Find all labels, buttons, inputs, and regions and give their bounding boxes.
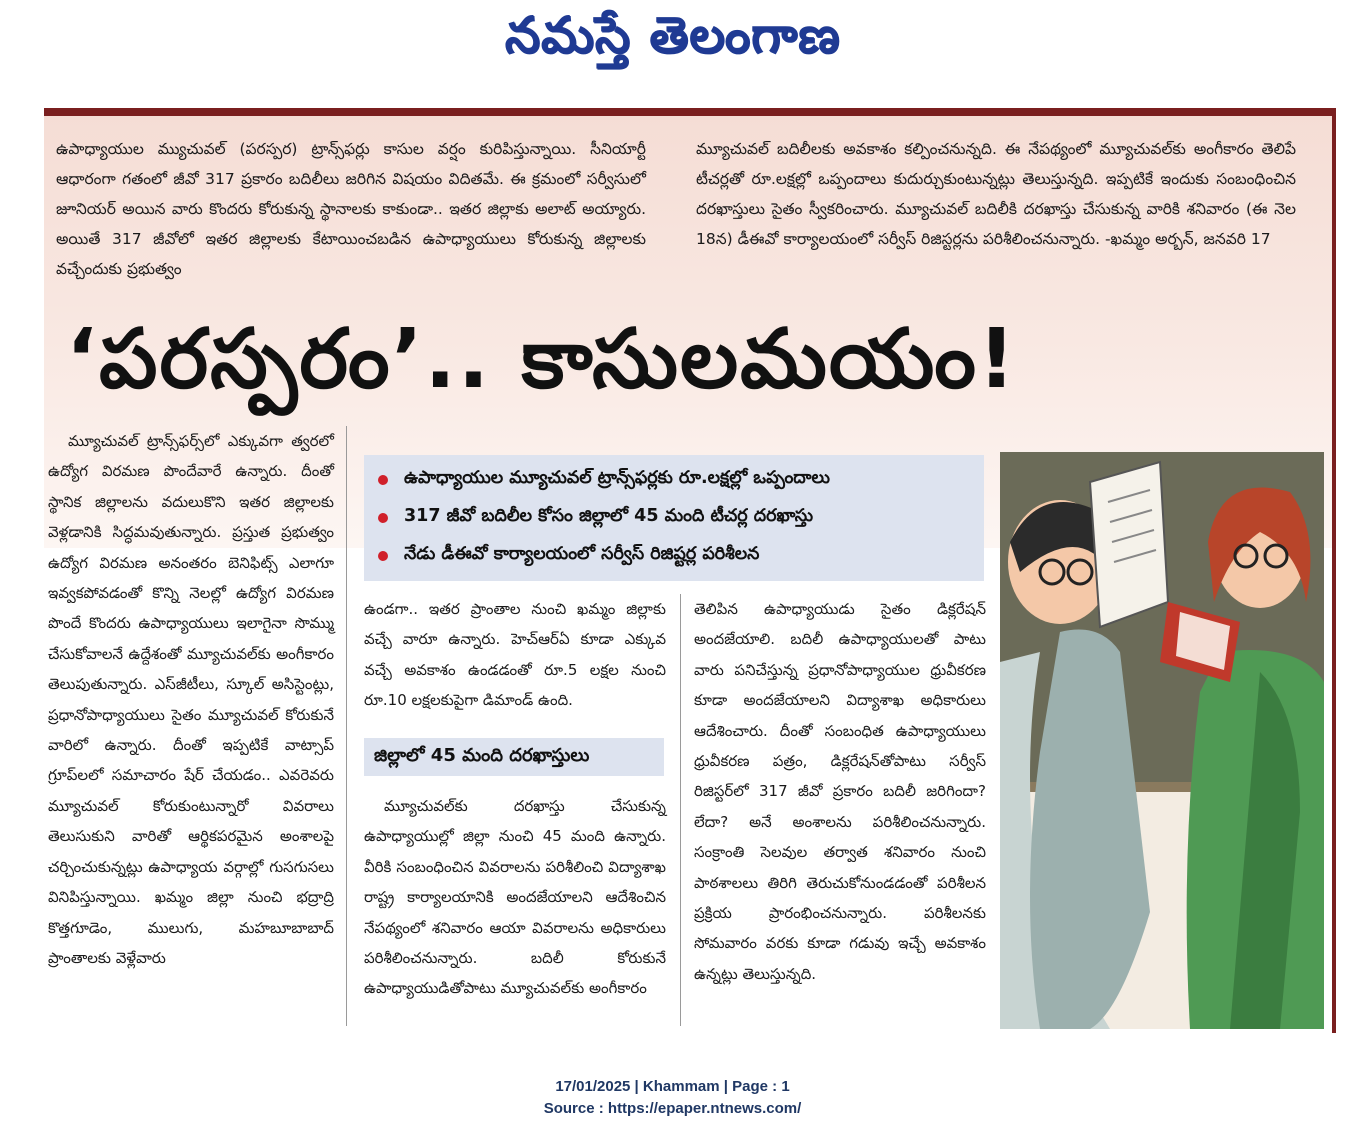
highlight-text: 317 జీవో బదిలీల కోసం జిల్లాలో 45 మంది టీచర్ల దరఖాస్తు	[404, 506, 814, 526]
intro-left-column: ఉపాధ్యాయుల మ్యుచువల్ (పరస్పర) ట్రాన్స్‌ఫర్లు కాసుల వర్షం కురిపిస్తున్నాయి. సీనియార్టీ ఆధారంగా గతంలో జీవో 317 ప్రకారం బదిలీలు జరిగిన విషయం విదితమే. ఈ క్రమంలో సర్వీసులో జూనియర్ అయిన వారు కొందరు కోరుకున్న స్థానాలకు కాకుండా.. ఇతర జిల్లాకు అలాట్ అయ్యారు. అయితే 317 జీవోలో ఇతర జిల్లాలకు కేటాయించబడిన ఉపాధ్యాయులు కోరుకున్న జిల్లాలకు వచ్చేందుకు ప్రభుత్వం	[56, 140, 646, 278]
highlight-text: ఉపాధ్యాయుల మ్యూచువల్ ట్రాన్స్‌ఫర్లకు రూ.లక్షల్లో ఒప్పందాలు	[404, 468, 830, 488]
bullet-icon	[378, 513, 388, 523]
article	[44, 108, 1336, 1033]
footer-source: Source : https://epaper.ntnews.com/	[543, 1100, 802, 1117]
highlight-item	[378, 461, 970, 499]
column-divider	[346, 426, 347, 1026]
highlight-item	[378, 499, 970, 537]
highlight-item	[378, 537, 970, 575]
bullet-icon	[378, 475, 388, 485]
teachers-illustration	[1000, 452, 1324, 1029]
masthead-title: నమస్తే తెలంగాణ	[504, 5, 841, 64]
headline: ‘పరస్పరం’.. కాసులమయం!	[66, 311, 1018, 407]
masthead	[0, 6, 1345, 76]
body-column-3: తెలిపిన ఉపాధ్యాయుడు సైతం డిక్లరేషన్ అందజేయాలి. బదిలీ ఉపాధ్యాయులతో పాటు వారు పనిచేస్తున్న ప్రధానోపాధ్యాయుల ధ్రువీకరణ కూడా అందజేయాలని విద్యాశాఖ అధికారులు ఆదేశించారు. దీంతో సంబంధిత ఉపాధ్యాయులు ధ్రువీకరణ పత్రం, డిక్లరేషన్‌తోపాటు సర్వీస్ రిజిస్టర్‌లో 317 జీవో ప్రకారం బదిలీ జరిగిందా? లేదా? అనే అంశాలను పరిశీలించనున్నారు. సంక్రాంతి సెలవుల తర్వాత శనివారం నుంచి పాఠశాలలు తిరిగి తెరుచుకోనుండడంతో పరిశీలన ప్రక్రియ ప్రారంభించనున్నారు. పరిశీలనకు సోమవారం వరకు కూడా గడువు ఇచ్చే అవకాశం ఉన్నట్లు తెలుస్తున్నది.	[694, 600, 986, 983]
article-top-bar	[44, 108, 1336, 116]
body-column-2-continued: మ్యూచువల్‌కు దరఖాస్తు చేసుకున్న ఉపాధ్యాయుల్లో జిల్లా నుంచి 45 మంది ఉన్నారు. వీరికి సంబంధించిన వివరాలను పరిశీలించి విద్యాశాఖ రాష్ట్ర కార్యాలయానికి అందజేయాలని ఆదేశించిన నేపథ్యంలో శనివారం ఆయా వివరాలను అధికారులు పరిశీలించనున్నారు. బదిలీ కోరుకునే ఉపాధ్యాయుడితోపాటు మ్యూచువల్‌కు అంగీకారం	[364, 797, 666, 998]
footer-dateline: 17/01/2025 | Khammam | Page : 1	[555, 1078, 790, 1095]
column-divider	[680, 594, 681, 1026]
bullet-icon	[378, 551, 388, 561]
intro-right-column: మ్యూచువల్ బదిలీలకు అవకాశం కల్పించనున్నది. ఈ నేపథ్యంలో మ్యూచువల్‌కు అంగీకారం తెలిపే టీచర్లతో రూ.లక్షల్లో ఒప్పందాలు కుదుర్చుకుంటున్నట్లు తెలుస్తున్నది. ఇప్పటికే ఇందుకు సంబంధించిన దరఖాస్తులు సైతం స్వీకరించారు. మ్యూచువల్ బదిలీకి దరఖాస్తు చేసుకున్న వారికి శనివారం (ఈ నెల 18న) డీఈవో కార్యాలయంలో సర్వీస్ రిజిస్టర్లను పరిశీలించనున్నారు. -ఖమ్మం అర్బన్, జనవరి 17	[696, 140, 1296, 248]
footer	[0, 1076, 1345, 1120]
highlight-text: నేడు డీఈవో కార్యాలయంలో సర్వీస్ రిజిష్టర్ల పరిశీలన	[404, 544, 760, 564]
highlights-box	[364, 455, 984, 581]
article-right-bar	[1332, 108, 1336, 1033]
body-column-2: ఉండగా.. ఇతర ప్రాంతాల నుంచి ఖమ్మం జిల్లాకు వచ్చే వారూ ఉన్నారు. హెచ్‌ఆర్‌ఏ కూడా ఎక్కువ వచ్చే అవకాశం ఉండడంతో రూ.5 లక్షల నుంచి రూ.10 లక్షలకుపైగా డిమాండ్ ఉంది.	[364, 600, 666, 710]
subheading: జిల్లాలో 45 మంది దరఖాస్తులు	[364, 738, 664, 776]
body-column-1: మ్యూచువల్ ట్రాన్స్‌ఫర్స్‌లో ఎక్కువగా త్వరలో ఉద్యోగ విరమణ పొందేవారే ఉన్నారు. దీంతో స్థానిక జిల్లాలను వదులుకొని ఇతర జిల్లాలకు వెళ్లడానికి సిద్ధమవుతున్నారు. ప్రస్తుత ప్రభుత్వం ఉద్యోగ విరమణ అనంతరం బెనిఫిట్స్ ఎలాగూ ఇవ్వకపోవడంతో కొన్ని నెలల్లో ఉద్యోగ విరమణ పొందే కొందరు ఉపాధ్యాయులు ఇలాగైనా సొమ్ము చేసుకోవాలనే ఉద్దేశంతో మ్యూచువల్‌కు అంగీకారం తెలుపుతున్నారు. ఎస్‌జీటీలు, స్కూల్ అసిస్టెంట్లు, ప్రధానోపాధ్యాయులు సైతం మ్యూచువల్ కోరుకునే వారిలో ఉన్నారు. దీంతో ఇప్పటికే వాట్సాప్ గ్రూప్‌లలో సమాచారం షేర్ చేయడం.. ఎవరెవరు మ్యూచువల్ కోరుకుంటున్నారో వివరాలు తెలుసుకుని వారితో ఆర్థికపరమైన అంశాలపై చర్చించుకున్నట్లు ఉపాధ్యాయ వర్గాల్లో గుసగుసలు వినిపిస్తున్నాయి. ఖమ్మం జిల్లా నుంచి భద్రాద్రి కొత్తగూడెం, ములుగు, మహబూబాబాద్ ప్రాంతాలకు వెళ్లేవారు	[48, 432, 334, 967]
